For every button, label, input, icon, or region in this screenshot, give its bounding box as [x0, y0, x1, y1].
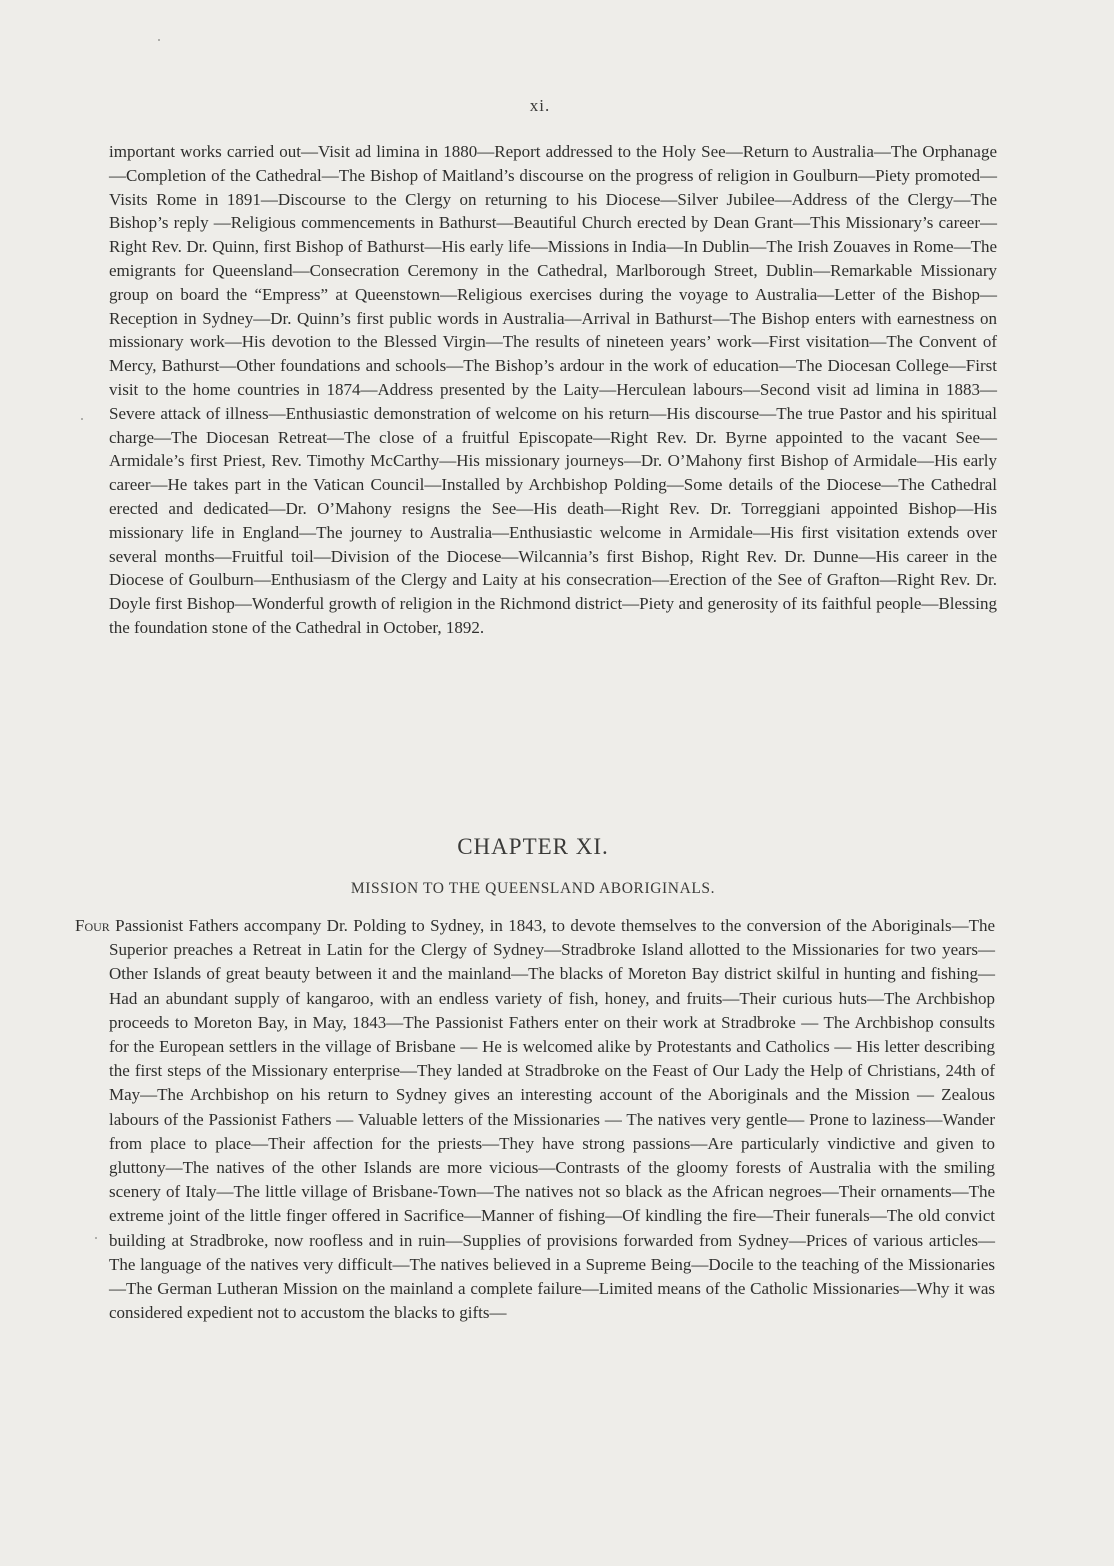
- chapter-summary: [75, 914, 995, 1325]
- chapter-summary-body: Passionist Fathers accompany Dr. Polding to Sydney, in 1843, to devote themselves to the conversion of the Aboriginals—The Superior preaches a Retreat in Latin for the Clergy of Sydney—Stradbroke Island allotted to the Missionaries for two years—Other Islands of great beauty between it and the mainland—The blacks of Moreton Bay district skilful in hunting and fishing—Had an abundant supply of kangaroo, with an endless variety of fish, honey, and fruits—Their curious huts—The Archbishop proceeds to Moreton Bay, in May, 1843—The Passionist Fathers enter on their work at Stradbroke — The Archbishop consults for the European settlers in the village of Brisbane — He is welcomed alike by Protestants and Catholics — His letter describing the first steps of the Missionary enterprise—They landed at Stradbroke on the Feast of Our Lady the Help of Christians, 24th of May—The Archbishop on his return to Sydney gives an interesting account of the Aboriginals and the Mission — Zealous labours of the Passionist Fathers — Valuable letters of the Missionaries — The natives very gentle— Prone to laziness—Wander from place to place—Their affection for the priests—They have strong passions—Are particularly vindictive and given to gluttony—The natives of the other Islands are more vicious—Contrasts of the gloomy forests of Australia with the smiling scenery of Italy—The little village of Brisbane-Town—The natives not so black as the African negroes—Their ornaments—The extreme joint of the little finger offered in Sacrifice—Manner of fishing—Of kindling the fire—Their funerals—The old convict building at Stradbroke, now roofless and in ruin—Supplies of provisions forwarded from Sydney—Prices of various articles—The language of the natives very difficult—The natives believed in a Supreme Being—Docile to the teaching of the Missionaries—The German Lutheran Mission on the mainland a complete failure—Limited means of the Catholic Missionaries—Why it was considered expedient not to accustom the blacks to gifts—: [109, 916, 995, 1323]
- continued-chapter-summary: important works carried out—Visit ad limina in 1880—Report addressed to the Holy See—Return to Australia—The Orphanage—Completion of the Cathedral—The Bishop of Maitland’s discourse on the progress of religion in Goulburn—Piety promoted—Visits Rome in 1891—Discourse to the Clergy on returning to his Diocese—Silver Jubilee—Address of the Clergy—The Bishop’s reply —Religious commencements in Bathurst—Beautiful Church erected by Dean Grant—This Missionary’s career—Right Rev. Dr. Quinn, first Bishop of Bathurst—His early life—Missions in India—In Dublin—The Irish Zouaves in Rome—The emigrants for Queensland—Consecration Ceremony in the Cathedral, Marlborough Street, Dublin—Remarkable Missionary group on board the “Empress” at Queenstown—Religious exercises during the voyage to Australia—Letter of the Bishop—Reception in Sydney—Dr. Quinn’s first public words in Australia—Arrival in Bathurst—The Bishop enters with earnestness on missionary work—His devotion to the Blessed Virgin—The results of nineteen years’ work—First visitation—The Convent of Mercy, Bathurst—Other foundations and schools—The Bishop’s ardour in the work of education—The Diocesan College—First visit to the home countries in 1874—Address presented by the Laity—Herculean labours—Second visit ad limina in 1883—Severe attack of illness—Enthusiastic demonstration of welcome on his return—His discourse—The true Pastor and his spiritual charge—The Diocesan Retreat—The close of a fruitful Episcopate—Right Rev. Dr. Byrne appointed to the vacant See—Armidale’s first Priest, Rev. Timothy McCarthy—His missionary journeys—Dr. O’Mahony first Bishop of Armidale—His early career—He takes part in the Vatican Council—Installed by Archbishop Polding—Some details of the Diocese—The Cathedral erected and dedicated—Dr. O’Mahony resigns the See—His death—Right Rev. Dr. Torreggiani appointed Bishop—His missionary life in England—The journey to Australia—Enthusiastic welcome in Armidale—His first visitation extends over several months—Fruitful toil—Division of the Diocese—Wilcannia’s first Bishop, Right Rev. Dr. Dunne—His career in the Diocese of Goulburn—Enthusiasm of the Clergy and Laity at his consecration—Erection of the See of Grafton—Right Rev. Dr. Doyle first Bishop—Wonderful growth of religion in the Richmond district—Piety and generosity of its faithful people—Blessing the foundation stone of the Cathedral in October, 1892.: [109, 142, 997, 637]
- paper-speck: [158, 39, 160, 41]
- page-number: xi.: [529, 96, 551, 115]
- paper-speck: [81, 418, 83, 420]
- chapter-summary-lead-word: Four: [75, 916, 110, 935]
- chapter-title: CHAPTER XI.: [457, 834, 609, 859]
- chapter-subtitle: MISSION TO THE QUEENSLAND ABORIGINALS.: [350, 880, 716, 897]
- paper-speck: [95, 1237, 97, 1239]
